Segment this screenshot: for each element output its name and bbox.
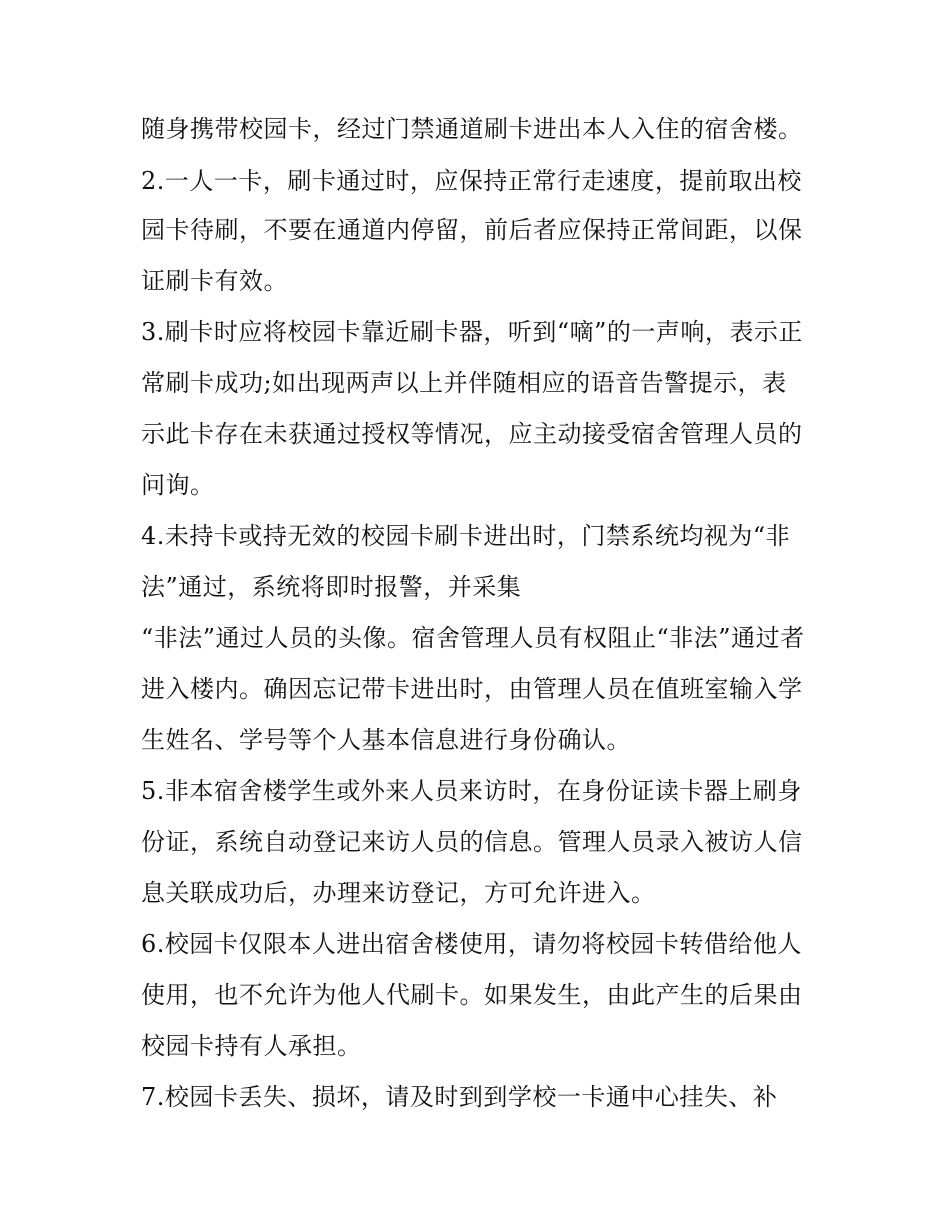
text-line: 问询。 xyxy=(141,471,215,499)
text-line: 5.非本宿舍楼学生或外来人员来访时，在身份证读卡器上刷身 xyxy=(141,777,802,805)
text-line: 4.未持卡或持无效的校园卡刷卡进出时，门禁系统均视为“非 xyxy=(141,522,791,550)
text-line: 园卡待刷，不要在通道内停留，前后者应保持正常间距，以保 xyxy=(141,216,803,244)
text-line: “非法”通过人员的头像。宿舍管理人员有权阻止“非法”通过者 xyxy=(141,624,805,652)
text-line: 使用，也不允许为他人代刷卡。如果发生，由此产生的后果由 xyxy=(141,981,803,1009)
text-line: 校园卡持有人承担。 xyxy=(141,1032,362,1060)
text-line: 3.刷卡时应将校园卡靠近刷卡器，听到“嘀”的一声响，表示正 xyxy=(141,318,803,346)
text-line: 随身携带校园卡，经过门禁通道刷卡进出本人入住的宿舍楼。 xyxy=(141,115,803,143)
text-line: 法”通过，系统将即时报警，并采集 xyxy=(141,573,522,601)
text-line: 常刷卡成功;如出现两声以上并伴随相应的语音告警提示，表 xyxy=(141,369,787,397)
text-line: 6.校园卡仅限本人进出宿舍楼使用，请勿将校园卡转借给他人 xyxy=(141,930,802,958)
text-line: 证刷卡有效。 xyxy=(141,267,288,295)
text-line: 2.一人一卡，刷卡通过时，应保持正常行走速度，提前取出校 xyxy=(141,167,802,195)
text-line: 7.校园卡丢失、损坏，请及时到到学校一卡通中心挂失、补 xyxy=(141,1083,778,1111)
text-line: 示此卡存在未获通过授权等情况，应主动接受宿舍管理人员的 xyxy=(141,420,803,448)
text-line: 息关联成功后，办理来访登记，方可允许进入。 xyxy=(141,879,656,907)
text-line: 份证，系统自动登记来访人员的信息。管理人员录入被访人信 xyxy=(141,828,803,856)
text-line: 进入楼内。确因忘记带卡进出时，由管理人员在值班室输入学 xyxy=(141,675,803,703)
text-line: 生姓名、学号等个人基本信息进行身份确认。 xyxy=(141,726,631,754)
